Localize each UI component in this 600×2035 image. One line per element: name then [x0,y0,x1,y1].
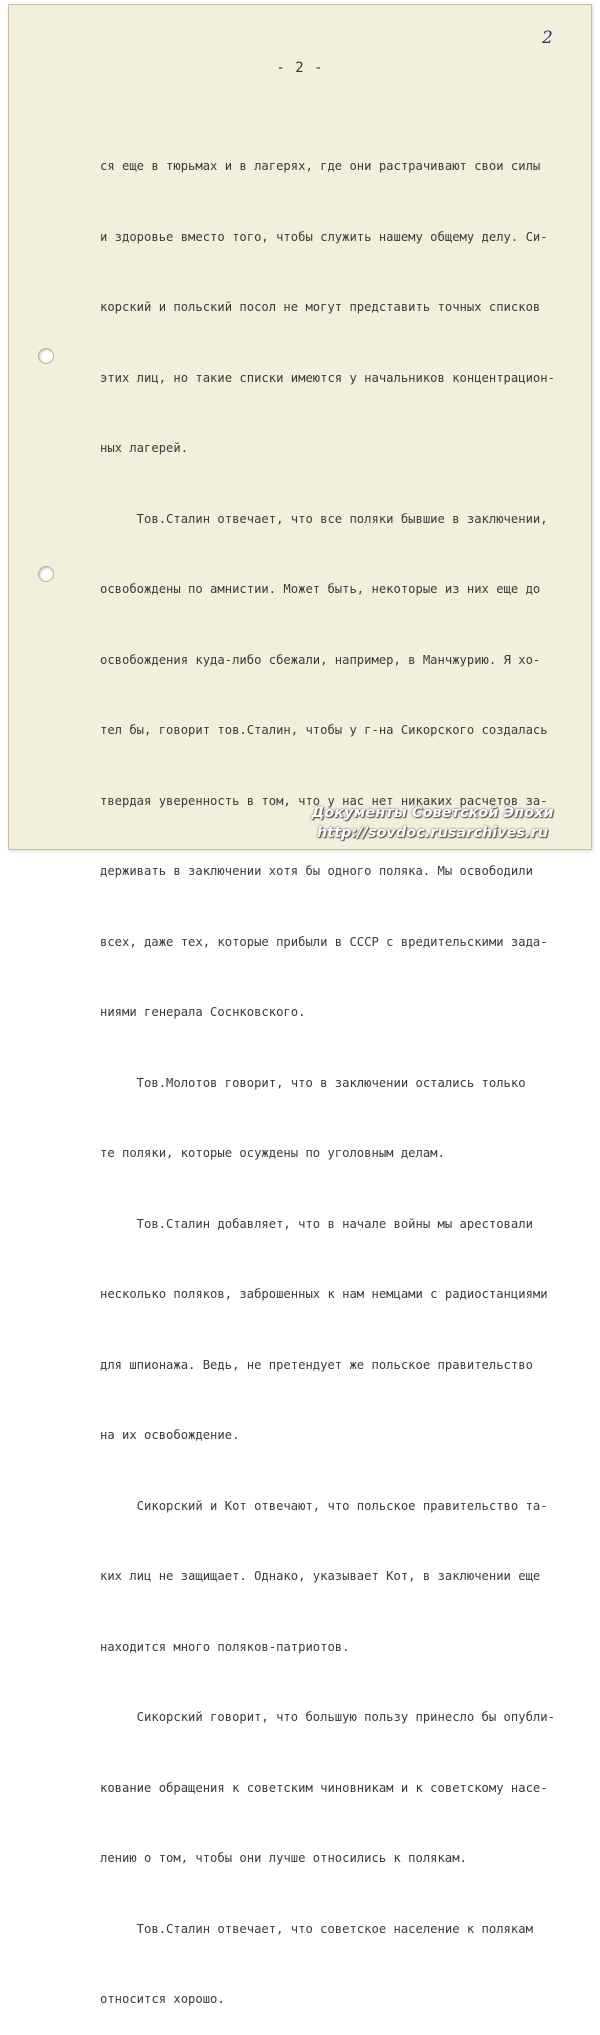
text-line: ниями генерала Соснковского. [100,1005,306,1019]
text-line: и здоровье вместо того, чтобы служить нашему общему делу. Си- [100,229,548,244]
text-line: ных лагерей. [100,441,189,455]
text-line: Сикорский говорит, что большую пользу принесло бы опубли- [100,1710,555,1724]
text-line: для шпионажа. Ведь, не претендует же польское правительство [100,1357,533,1372]
watermark-url: http://sovdoc.rusarchives.ru [316,825,549,841]
text-line: корский и польский посол не могут представить точных списков [100,300,541,314]
text-line: этих лиц, но такие списки имеются у начальников концентрацион- [100,370,555,385]
text-line: лению о том, чтобы они лучше относились к полякам. [100,1851,467,1865]
text-line: всех, даже тех, которые прибыли в СССР с вредительскими зада- [100,934,548,949]
text-line: тел бы, говорит тов.Сталин, чтобы у г-на Сикорского создалась [100,723,548,737]
text-line: ся еще в тюрьмах и в лагерях, где они растрачивают свои силы [100,159,541,173]
text-line: твердая уверенность в том, что у нас нет никаких расчетов за- [100,793,548,808]
text-line: Тов.Сталин отвечает, что все поляки бывшие в заключении, [100,511,548,526]
text-line: Тов.Молотов говорит, что в заключении остались только [100,1075,526,1090]
watermark-title: Документы Советской Эпохи [311,805,554,821]
text-line: Тов.Сталин добавляет, что в начале войны мы арестовали [100,1216,533,1231]
text-line: кование обращения к советским чиновникам и к советскому насе- [100,1780,548,1795]
text-line: держивать в заключении хотя бы одного поляка. Мы освободили [100,864,533,878]
page-number: - 2 - [276,60,324,76]
text-line: несколько поляков, заброшенных к нам немцами с радиостанциями [100,1287,548,1301]
document-body [100,108,580,2035]
text-line: освобождения куда-либо сбежали, например, в Манчжурию. Я хо- [100,652,541,667]
text-line: ких лиц не защищает. Однако, указывает Кот, в заключении еще [100,1569,541,1583]
punch-hole-bottom [38,566,54,582]
text-line: Тов.Сталин отвечает, что советское население к полякам [100,1921,533,1936]
text-line: Сикорский и Кот отвечают, что польское правительство та- [100,1498,548,1513]
text-line: относится хорошо. [100,1992,225,2006]
archive-watermark [270,803,595,843]
punch-hole-top [38,348,54,364]
text-line: находится много поляков-патриотов. [100,1639,350,1654]
archive-page-number: 2 [542,28,553,48]
text-line: те поляки, которые осуждены по уголовным делам. [100,1146,445,1160]
text-line: освобождены по амнистии. Может быть, некоторые из них еще до [100,582,541,596]
text-line: на их освобождение. [100,1428,240,1442]
